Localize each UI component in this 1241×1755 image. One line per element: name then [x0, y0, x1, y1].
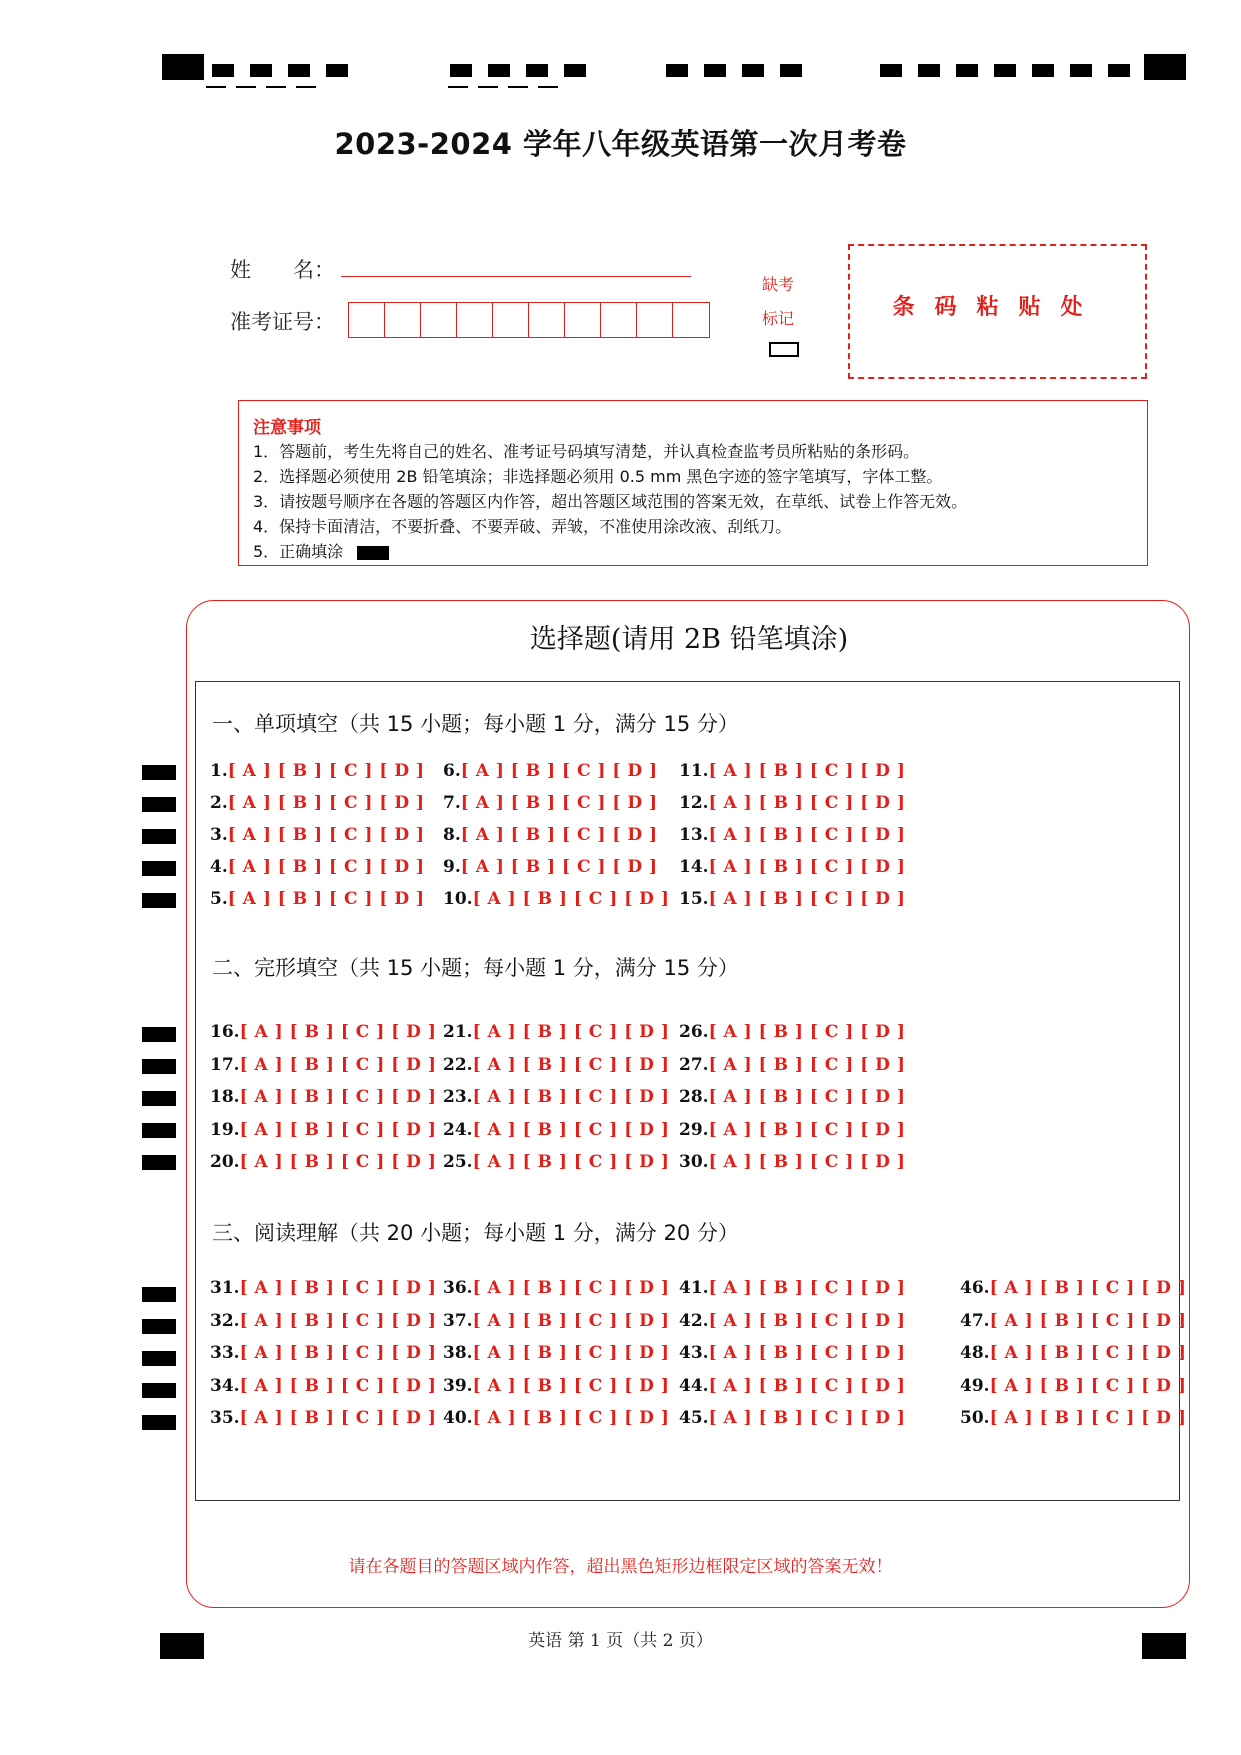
- question-number: 42.: [679, 1311, 709, 1331]
- question-number: 45.: [679, 1408, 709, 1428]
- answer-options[interactable]: [ A ] [ B ] [ C ] [ D ]: [227, 825, 425, 845]
- question-number: 33.: [210, 1343, 240, 1363]
- answer-options[interactable]: [ A ] [ B ] [ C ] [ D ]: [989, 1311, 1187, 1331]
- question-13[interactable]: [679, 825, 905, 845]
- answer-options[interactable]: [ A ] [ B ] [ C ] [ D ]: [708, 1055, 906, 1075]
- answer-options[interactable]: [ A ] [ B ] [ C ] [ D ]: [989, 1408, 1187, 1428]
- question-number: 34.: [210, 1376, 240, 1396]
- question-number: 31.: [210, 1278, 240, 1298]
- timing-mark: [880, 64, 902, 77]
- answer-options[interactable]: [ A ] [ B ] [ C ] [ D ]: [708, 1408, 906, 1428]
- row-timing-mark: [142, 829, 176, 844]
- corner-mark-bottom-left: [160, 1633, 204, 1659]
- question-number: 46.: [960, 1278, 990, 1298]
- answer-options[interactable]: [ A ] [ B ] [ C ] [ D ]: [989, 1376, 1187, 1396]
- answer-options[interactable]: [ A ] [ B ] [ C ] [ D ]: [708, 1311, 906, 1331]
- row-timing-mark: [142, 1287, 176, 1302]
- notice-item: 1．答题前，考生先将自己的姓名、准考证号码填写清楚，并认真检查监考员所粘贴的条形码。: [253, 442, 920, 461]
- absent-mark-box[interactable]: [769, 342, 799, 357]
- question-number: 25.: [443, 1152, 473, 1172]
- question-47[interactable]: [960, 1311, 1186, 1331]
- question-36[interactable]: [443, 1278, 669, 1298]
- answer-options[interactable]: [ A ] [ B ] [ C ] [ D ]: [239, 1311, 437, 1331]
- answer-options[interactable]: [ A ] [ B ] [ C ] [ D ]: [460, 793, 658, 813]
- question-23[interactable]: [443, 1087, 669, 1107]
- id-cell[interactable]: [529, 303, 565, 337]
- timing-mark-underline: [206, 86, 226, 88]
- answer-options[interactable]: [ A ] [ B ] [ C ] [ D ]: [239, 1343, 437, 1363]
- question-24[interactable]: [443, 1120, 669, 1140]
- answer-options[interactable]: [ A ] [ B ] [ C ] [ D ]: [472, 1376, 670, 1396]
- question-19[interactable]: [210, 1120, 436, 1140]
- answer-options[interactable]: [ A ] [ B ] [ C ] [ D ]: [239, 1278, 437, 1298]
- question-number: 37.: [443, 1311, 473, 1331]
- row-timing-mark: [142, 861, 176, 876]
- question-17[interactable]: [210, 1055, 436, 1075]
- question-16[interactable]: [210, 1022, 436, 1042]
- question-number: 41.: [679, 1278, 709, 1298]
- question-number: 38.: [443, 1343, 473, 1363]
- question-number: 27.: [679, 1055, 709, 1075]
- answer-options[interactable]: [ A ] [ B ] [ C ] [ D ]: [227, 889, 425, 909]
- question-41[interactable]: [679, 1278, 905, 1298]
- question-14[interactable]: [679, 857, 905, 877]
- question-number: 36.: [443, 1278, 473, 1298]
- id-cell[interactable]: [385, 303, 421, 337]
- question-42[interactable]: [679, 1311, 905, 1331]
- notice-item: 2．选择题必须使用 2B 铅笔填涂；非选择题必须用 0.5 mm 黑色字迹的签字笔填写，字体工整。: [253, 467, 943, 486]
- question-number: 11.: [679, 761, 709, 781]
- question-1[interactable]: [210, 761, 425, 781]
- question-number: 10.: [443, 889, 473, 909]
- answer-options[interactable]: [ A ] [ B ] [ C ] [ D ]: [239, 1022, 437, 1042]
- id-label: 准考证号：: [230, 310, 335, 334]
- answer-area-warning: 请在各题目的答题区域内作答，超出黑色矩形边框限定区域的答案无效！: [348, 1557, 893, 1577]
- timing-mark: [326, 64, 348, 77]
- answer-options[interactable]: [ A ] [ B ] [ C ] [ D ]: [708, 889, 906, 909]
- timing-mark: [666, 64, 688, 77]
- notice-item: 4．保持卡面清洁，不要折叠、不要弄破、弄皱，不准使用涂改液、刮纸刀。: [253, 517, 792, 536]
- question-number: 28.: [679, 1087, 709, 1107]
- question-30[interactable]: [679, 1152, 905, 1172]
- question-number: 19.: [210, 1120, 240, 1140]
- answer-options[interactable]: [ A ] [ B ] [ C ] [ D ]: [708, 1087, 906, 1107]
- section-heading: 一、单项填空（共 15 小题；每小题 1 分，满分 15 分）: [212, 712, 739, 736]
- question-number: 9.: [443, 857, 461, 877]
- question-number: 17.: [210, 1055, 240, 1075]
- question-number: 12.: [679, 793, 709, 813]
- question-number: 15.: [679, 889, 709, 909]
- question-26[interactable]: [679, 1022, 905, 1042]
- notice-item: 3．请按题号顺序在各题的答题区内作答，超出答题区域范围的答案无效，在草纸、试卷上作答无效。: [253, 492, 968, 511]
- question-number: 24.: [443, 1120, 473, 1140]
- answer-options[interactable]: [ A ] [ B ] [ C ] [ D ]: [472, 1408, 670, 1428]
- timing-mark: [994, 64, 1016, 77]
- answer-options[interactable]: [ A ] [ B ] [ C ] [ D ]: [460, 825, 658, 845]
- question-4[interactable]: [210, 857, 425, 877]
- question-45[interactable]: [679, 1408, 905, 1428]
- answer-options[interactable]: [ A ] [ B ] [ C ] [ D ]: [239, 1408, 437, 1428]
- name-label: 姓 名：: [230, 258, 335, 282]
- answer-options[interactable]: [ A ] [ B ] [ C ] [ D ]: [460, 761, 658, 781]
- answer-options[interactable]: [ A ] [ B ] [ C ] [ D ]: [472, 889, 670, 909]
- id-cell[interactable]: [421, 303, 457, 337]
- question-33[interactable]: [210, 1343, 436, 1363]
- question-number: 14.: [679, 857, 709, 877]
- question-49[interactable]: [960, 1376, 1186, 1396]
- timing-mark-underline: [448, 86, 468, 88]
- corner-mark-bottom-right: [1142, 1633, 1186, 1659]
- row-timing-mark: [142, 1415, 176, 1430]
- question-11[interactable]: [679, 761, 905, 781]
- question-46[interactable]: [960, 1278, 1186, 1298]
- timing-mark-underline: [266, 86, 286, 88]
- row-timing-mark: [142, 1319, 176, 1334]
- barcode-area: [848, 244, 1147, 379]
- section-heading: 二、完形填空（共 15 小题；每小题 1 分，满分 15 分）: [212, 956, 739, 980]
- question-38[interactable]: [443, 1343, 669, 1363]
- answer-options[interactable]: [ A ] [ B ] [ C ] [ D ]: [472, 1120, 670, 1140]
- timing-mark: [250, 64, 272, 77]
- question-number: 35.: [210, 1408, 240, 1428]
- question-20[interactable]: [210, 1152, 436, 1172]
- timing-mark: [450, 64, 472, 77]
- timing-mark: [704, 64, 726, 77]
- timing-mark: [1070, 64, 1092, 77]
- id-cell[interactable]: [493, 303, 529, 337]
- row-timing-mark: [142, 797, 176, 812]
- question-number: 22.: [443, 1055, 473, 1075]
- question-28[interactable]: [679, 1087, 905, 1107]
- question-8[interactable]: [443, 825, 658, 845]
- id-cell[interactable]: [565, 303, 601, 337]
- answer-options[interactable]: [ A ] [ B ] [ C ] [ D ]: [460, 857, 658, 877]
- answer-options[interactable]: [ A ] [ B ] [ C ] [ D ]: [708, 1152, 906, 1172]
- answer-options[interactable]: [ A ] [ B ] [ C ] [ D ]: [472, 1022, 670, 1042]
- row-timing-mark: [142, 1383, 176, 1398]
- notice-item: 5．正确填涂: [253, 542, 344, 561]
- timing-mark: [918, 64, 940, 77]
- question-32[interactable]: [210, 1311, 436, 1331]
- answer-options[interactable]: [ A ] [ B ] [ C ] [ D ]: [227, 761, 425, 781]
- question-number: 32.: [210, 1311, 240, 1331]
- timing-mark: [780, 64, 802, 77]
- question-43[interactable]: [679, 1343, 905, 1363]
- question-27[interactable]: [679, 1055, 905, 1075]
- question-18[interactable]: [210, 1087, 436, 1107]
- choice-section-title: 选择题(请用 2B 铅笔填涂): [529, 624, 849, 655]
- question-40[interactable]: [443, 1408, 669, 1428]
- corner-mark-top-left: [162, 54, 204, 80]
- question-number: 18.: [210, 1087, 240, 1107]
- answer-options[interactable]: [ A ] [ B ] [ C ] [ D ]: [708, 857, 906, 877]
- notice-title: 注意事项: [253, 418, 321, 438]
- row-timing-mark: [142, 1351, 176, 1366]
- timing-mark-underline: [236, 86, 256, 88]
- question-10[interactable]: [443, 889, 669, 909]
- question-25[interactable]: [443, 1152, 669, 1172]
- question-number: 23.: [443, 1087, 473, 1107]
- id-cell[interactable]: [601, 303, 637, 337]
- timing-mark-underline: [296, 86, 316, 88]
- question-number: 16.: [210, 1022, 240, 1042]
- timing-mark-underline: [478, 86, 498, 88]
- question-number: 4.: [210, 857, 228, 877]
- answer-options[interactable]: [ A ] [ B ] [ C ] [ D ]: [227, 857, 425, 877]
- answer-options[interactable]: [ A ] [ B ] [ C ] [ D ]: [472, 1311, 670, 1331]
- question-29[interactable]: [679, 1120, 905, 1140]
- answer-options[interactable]: [ A ] [ B ] [ C ] [ D ]: [239, 1120, 437, 1140]
- question-2[interactable]: [210, 793, 425, 813]
- name-field[interactable]: [341, 276, 691, 277]
- timing-mark-underline: [508, 86, 528, 88]
- timing-mark: [288, 64, 310, 77]
- correct-fill-sample: [357, 546, 389, 560]
- answer-options[interactable]: [ A ] [ B ] [ C ] [ D ]: [227, 793, 425, 813]
- page-footer: 英语 第 1 页（共 2 页）: [528, 1631, 713, 1651]
- question-number: 44.: [679, 1376, 709, 1396]
- question-number: 50.: [960, 1408, 990, 1428]
- answer-options[interactable]: [ A ] [ B ] [ C ] [ D ]: [708, 1022, 906, 1042]
- timing-mark: [564, 64, 586, 77]
- question-number: 48.: [960, 1343, 990, 1363]
- question-12[interactable]: [679, 793, 905, 813]
- answer-options[interactable]: [ A ] [ B ] [ C ] [ D ]: [472, 1152, 670, 1172]
- question-6[interactable]: [443, 761, 658, 781]
- timing-mark-underline: [538, 86, 558, 88]
- answer-options[interactable]: [ A ] [ B ] [ C ] [ D ]: [708, 1278, 906, 1298]
- question-5[interactable]: [210, 889, 425, 909]
- row-timing-mark: [142, 1059, 176, 1074]
- answer-options[interactable]: [ A ] [ B ] [ C ] [ D ]: [472, 1055, 670, 1075]
- answer-options[interactable]: [ A ] [ B ] [ C ] [ D ]: [989, 1278, 1187, 1298]
- id-cell[interactable]: [457, 303, 493, 337]
- answer-options[interactable]: [ A ] [ B ] [ C ] [ D ]: [472, 1278, 670, 1298]
- question-number: 2.: [210, 793, 228, 813]
- timing-mark: [212, 64, 234, 77]
- question-15[interactable]: [679, 889, 905, 909]
- row-timing-mark: [142, 765, 176, 780]
- question-number: 8.: [443, 825, 461, 845]
- answer-options[interactable]: [ A ] [ B ] [ C ] [ D ]: [708, 1376, 906, 1396]
- question-number: 43.: [679, 1343, 709, 1363]
- question-3[interactable]: [210, 825, 425, 845]
- answer-options[interactable]: [ A ] [ B ] [ C ] [ D ]: [708, 825, 906, 845]
- question-48[interactable]: [960, 1343, 1186, 1363]
- answer-options[interactable]: [ A ] [ B ] [ C ] [ D ]: [708, 793, 906, 813]
- question-7[interactable]: [443, 793, 658, 813]
- timing-mark: [488, 64, 510, 77]
- answer-options[interactable]: [ A ] [ B ] [ C ] [ D ]: [708, 761, 906, 781]
- question-number: 49.: [960, 1376, 990, 1396]
- absent-label-1: 缺考: [762, 275, 795, 294]
- answer-options[interactable]: [ A ] [ B ] [ C ] [ D ]: [239, 1055, 437, 1075]
- answer-options[interactable]: [ A ] [ B ] [ C ] [ D ]: [472, 1087, 670, 1107]
- question-number: 20.: [210, 1152, 240, 1172]
- row-timing-mark: [142, 1091, 176, 1106]
- section-heading: 三、阅读理解（共 20 小题；每小题 1 分，满分 20 分）: [212, 1221, 739, 1245]
- question-number: 30.: [679, 1152, 709, 1172]
- corner-mark-top-right: [1144, 54, 1186, 80]
- answer-options[interactable]: [ A ] [ B ] [ C ] [ D ]: [989, 1343, 1187, 1363]
- timing-mark: [742, 64, 764, 77]
- answer-options[interactable]: [ A ] [ B ] [ C ] [ D ]: [239, 1376, 437, 1396]
- question-44[interactable]: [679, 1376, 905, 1396]
- question-number: 40.: [443, 1408, 473, 1428]
- timing-mark: [526, 64, 548, 77]
- answer-options[interactable]: [ A ] [ B ] [ C ] [ D ]: [708, 1120, 906, 1140]
- timing-mark: [1108, 64, 1130, 77]
- page-title: 2023-2024 学年八年级英语第一次月考卷: [334, 127, 907, 161]
- question-number: 13.: [679, 825, 709, 845]
- id-cell[interactable]: [673, 303, 709, 337]
- barcode-label: 条码粘贴处: [892, 295, 1103, 320]
- question-number: 26.: [679, 1022, 709, 1042]
- question-number: 29.: [679, 1120, 709, 1140]
- question-number: 6.: [443, 761, 461, 781]
- notice-box: [238, 400, 1148, 566]
- question-number: 21.: [443, 1022, 473, 1042]
- question-50[interactable]: [960, 1408, 1186, 1428]
- question-31[interactable]: [210, 1278, 436, 1298]
- question-35[interactable]: [210, 1408, 436, 1428]
- question-21[interactable]: [443, 1022, 669, 1042]
- answer-options[interactable]: [ A ] [ B ] [ C ] [ D ]: [708, 1343, 906, 1363]
- question-34[interactable]: [210, 1376, 436, 1396]
- question-22[interactable]: [443, 1055, 669, 1075]
- exam-id-grid[interactable]: [348, 302, 710, 338]
- id-cell[interactable]: [349, 303, 385, 337]
- answer-options[interactable]: [ A ] [ B ] [ C ] [ D ]: [472, 1343, 670, 1363]
- question-9[interactable]: [443, 857, 658, 877]
- question-number: 39.: [443, 1376, 473, 1396]
- timing-mark: [1032, 64, 1054, 77]
- question-number: 5.: [210, 889, 228, 909]
- question-number: 1.: [210, 761, 228, 781]
- question-37[interactable]: [443, 1311, 669, 1331]
- absent-label-2: 标记: [762, 309, 795, 328]
- question-number: 7.: [443, 793, 461, 813]
- question-number: 3.: [210, 825, 228, 845]
- row-timing-mark: [142, 1123, 176, 1138]
- answer-options[interactable]: [ A ] [ B ] [ C ] [ D ]: [239, 1152, 437, 1172]
- question-39[interactable]: [443, 1376, 669, 1396]
- row-timing-mark: [142, 1155, 176, 1170]
- answer-options[interactable]: [ A ] [ B ] [ C ] [ D ]: [239, 1087, 437, 1107]
- question-number: 47.: [960, 1311, 990, 1331]
- row-timing-mark: [142, 1027, 176, 1042]
- timing-mark: [956, 64, 978, 77]
- notice-item-5: [253, 539, 389, 562]
- id-cell[interactable]: [637, 303, 673, 337]
- row-timing-mark: [142, 893, 176, 908]
